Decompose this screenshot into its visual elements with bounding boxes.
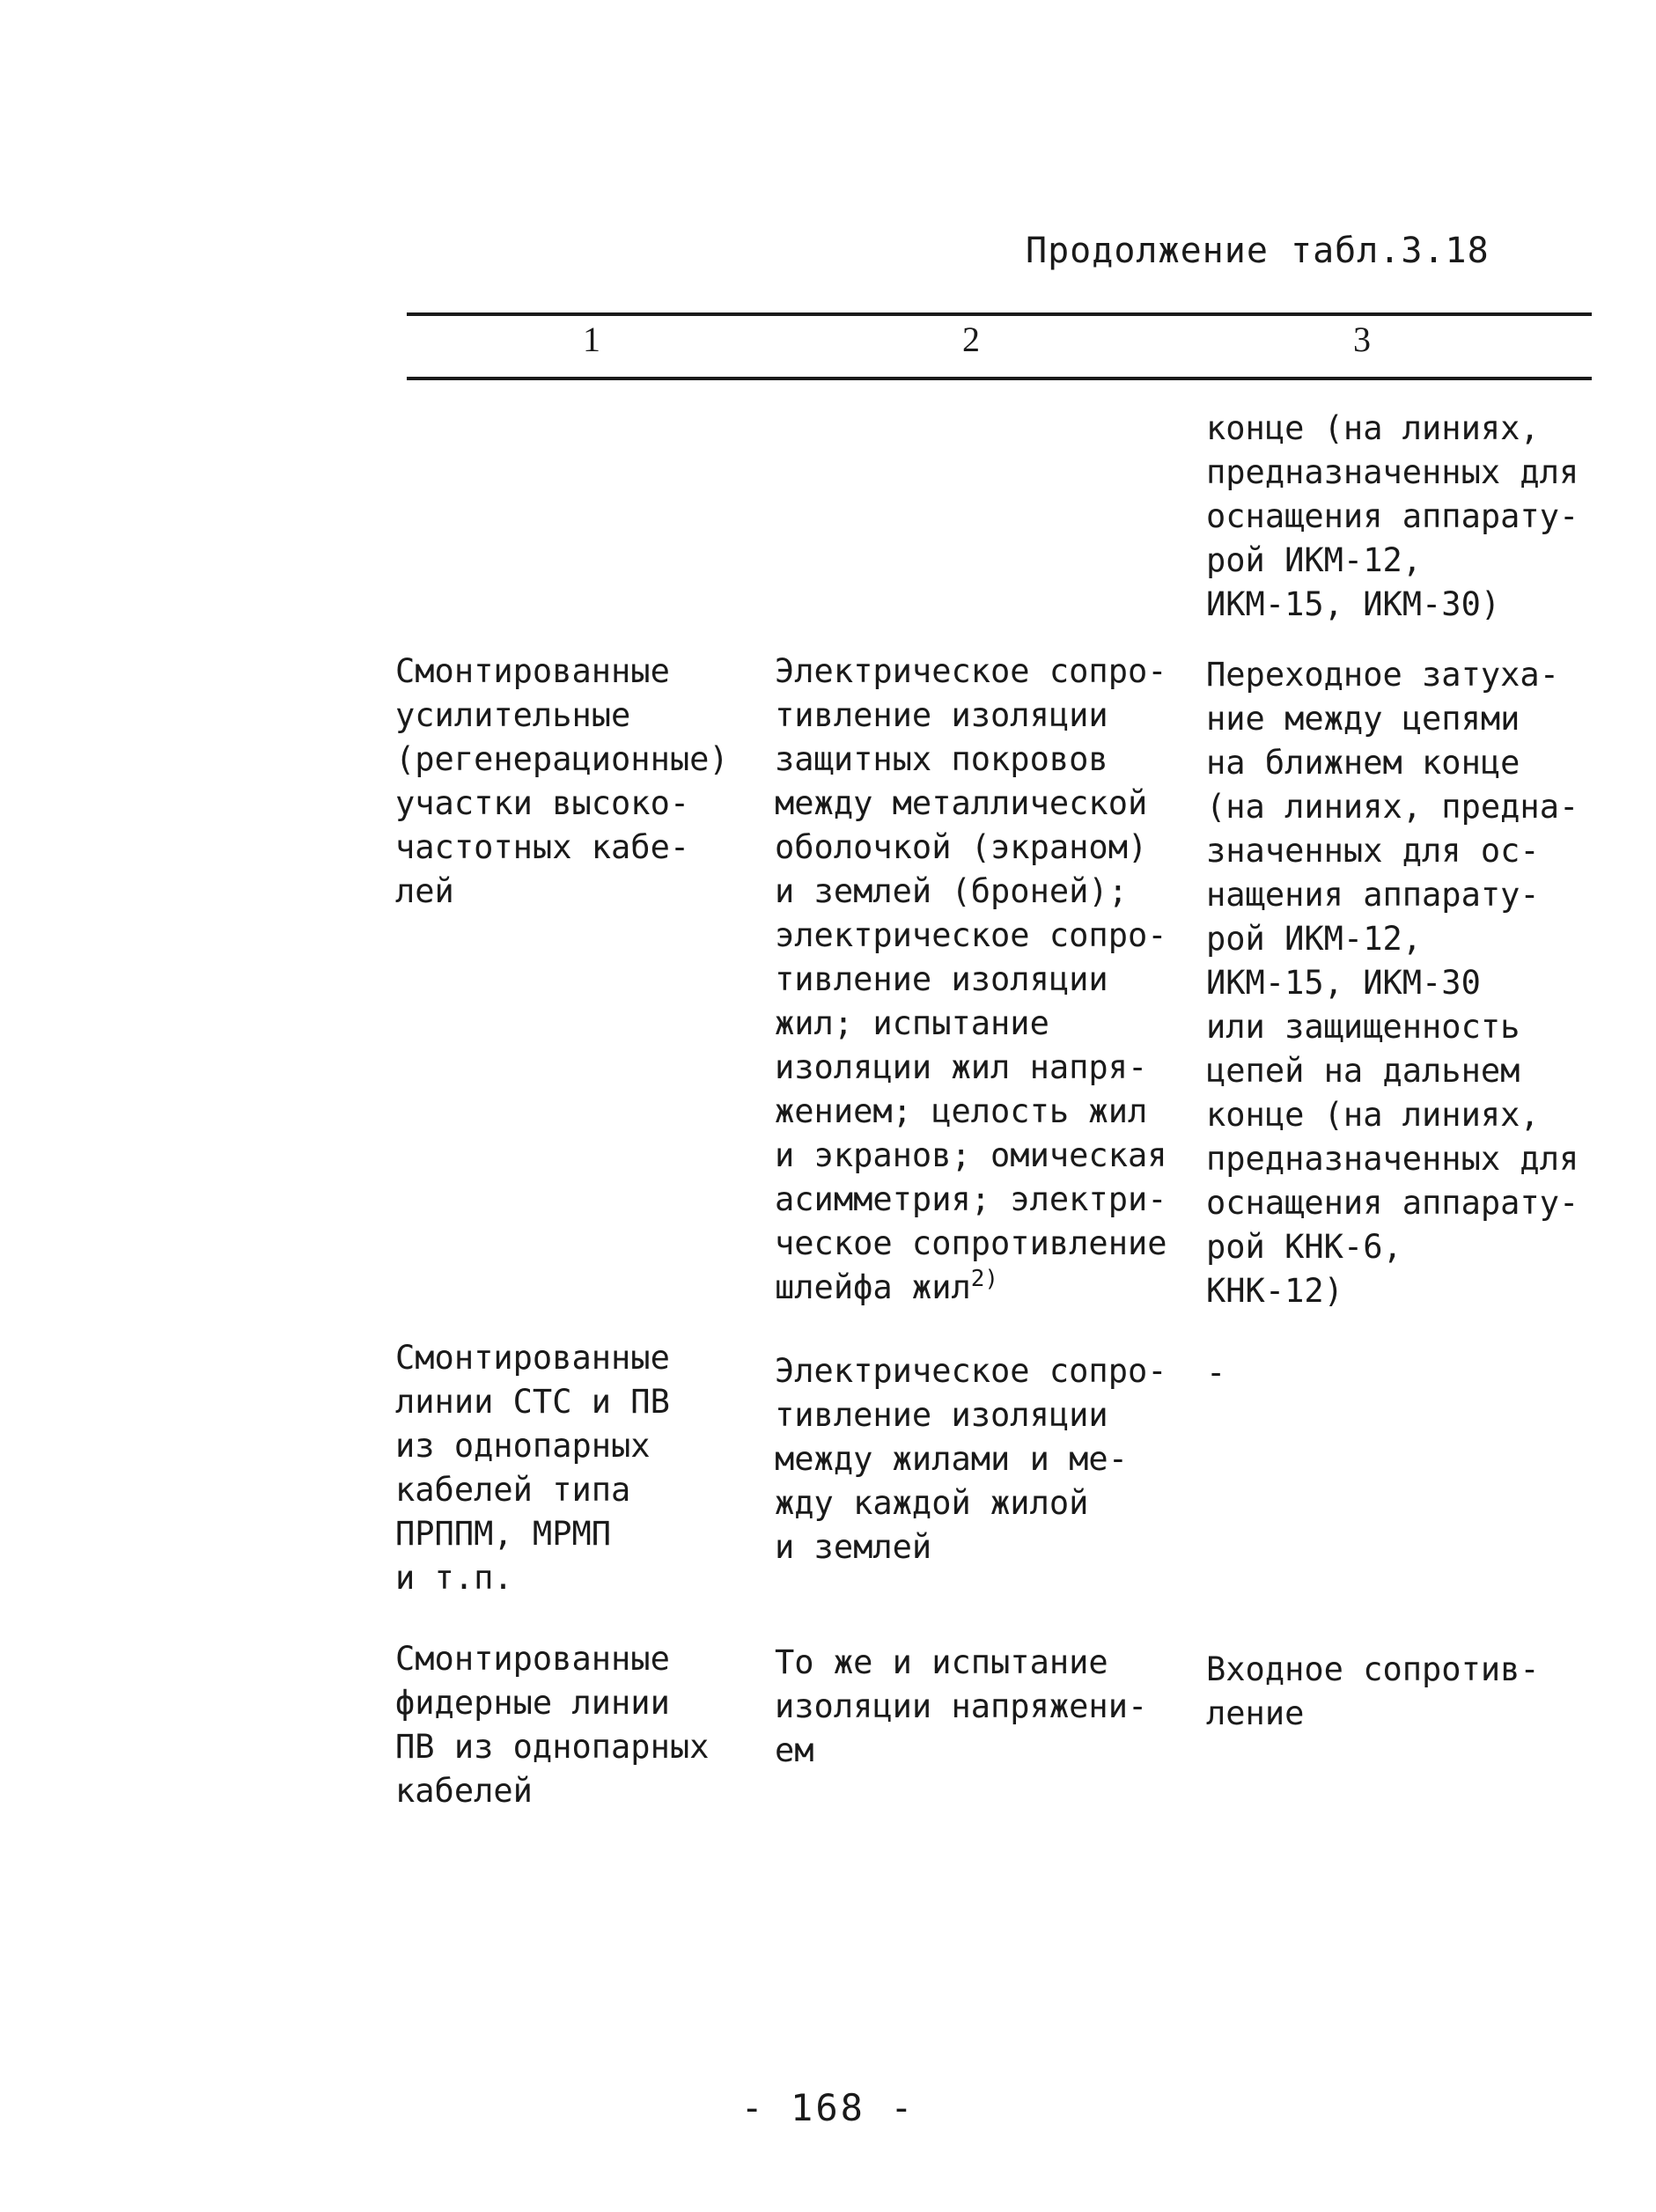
cell-text-line: Входное сопротив- [1206, 1650, 1540, 1688]
table-cell [1206, 1648, 1540, 1736]
cell-text-line: линии СТС и ПВ [395, 1383, 670, 1421]
cell-text-line: оболочкой (экраном) [775, 828, 1148, 866]
cell-text-line: рой ИКМ-12, [1206, 541, 1423, 579]
cell-text-line: (регенерационные) [395, 740, 729, 778]
cell-text-line: ление [1206, 1694, 1305, 1732]
cell-text-line: электрическое сопро- [775, 916, 1167, 954]
cell-text-line: Смонтированные [395, 1640, 670, 1678]
cell-text-line: КНК-12) [1206, 1272, 1343, 1310]
cell-text-line: оснащения аппарату- [1206, 1184, 1579, 1222]
table-cell [395, 1637, 709, 1813]
cell-text-line: рой КНК-6, [1206, 1228, 1402, 1266]
cell-text-line: кабелей типа [395, 1471, 631, 1509]
page-number: - 168 - [740, 2086, 916, 2129]
cell-text-line: жением; целость жил [775, 1092, 1148, 1130]
table-cell [395, 650, 729, 914]
cell-text-line: изоляции жил напря- [775, 1048, 1148, 1086]
table-cell [1206, 653, 1579, 1313]
cell-text-line: тивление изоляции [775, 960, 1108, 998]
cell-text-line: (на линиях, предна- [1206, 788, 1579, 826]
table-cell [1206, 407, 1579, 627]
cell-text-line: изоляции напряжени- [775, 1687, 1148, 1725]
cell-text-line: жил; испытание [775, 1004, 1049, 1042]
cell-text-line: защитных покровов [775, 740, 1108, 778]
cell-text-line: между металлической [775, 784, 1148, 822]
cell-text-line: ем [775, 1731, 814, 1769]
cell-text-line: оснащения аппарату- [1206, 497, 1579, 535]
column-header-1: 1 [583, 320, 600, 359]
cell-text-line: участки высоко- [395, 784, 690, 822]
table-cell [395, 1336, 670, 1600]
cell-text-line: тивление изоляции [775, 696, 1108, 734]
cell-text-line: на ближнем конце [1206, 744, 1520, 782]
table-cell [775, 650, 1167, 1313]
cell-text-line: ПВ из однопарных [395, 1728, 710, 1766]
cell-text-line: и землей [775, 1528, 932, 1566]
table-cell [1206, 1351, 1225, 1395]
table-top-rule [407, 312, 1592, 316]
cell-text-line: рой ИКМ-12, [1206, 920, 1423, 958]
cell-text-line: конце (на линиях, [1206, 409, 1540, 447]
cell-text-line: Смонтированные [395, 1339, 670, 1377]
cell-text-line: предназначенных для [1206, 1140, 1579, 1178]
cell-text-line: ПРППМ, МРМП [395, 1515, 612, 1553]
cell-text-line: или защищенность [1206, 1008, 1520, 1046]
cell-text-line: из однопарных [395, 1427, 651, 1465]
cell-text-line: цепей на дальнем [1206, 1052, 1520, 1090]
cell-text-line: ние между цепями [1206, 700, 1520, 738]
footnote-marker: 2) [970, 1266, 999, 1292]
cell-text-line: и землей (броней); [775, 872, 1128, 910]
cell-text-line: ИКМ-15, ИКМ-30) [1206, 585, 1501, 623]
table-header-rule [407, 377, 1592, 380]
cell-text-line: ИКМ-15, ИКМ-30 [1206, 964, 1481, 1002]
table-cell [775, 1641, 1147, 1773]
cell-text-line: значенных для ос- [1206, 832, 1540, 870]
cell-text-line: шлейфа жил$^{2)}$ [775, 1266, 999, 1306]
cell-text-line: жду каждой жилой [775, 1484, 1089, 1522]
cell-text-line: То же и испытание [775, 1643, 1108, 1681]
cell-text-line: Переходное затуха- [1206, 656, 1559, 694]
cell-text-line: между жилами и ме- [775, 1440, 1128, 1478]
column-header-3: 3 [1353, 320, 1371, 359]
cell-text-line: усилительные [395, 696, 631, 734]
cell-text-line: предназначенных для [1206, 453, 1579, 491]
table-cell [775, 1349, 1167, 1569]
cell-text-line: Смонтированные [395, 652, 670, 690]
cell-text-line: частотных кабе- [395, 828, 690, 866]
cell-text-line: Электрическое сопро- [775, 1352, 1167, 1390]
table-caption: Продолжение табл.3.18 [1026, 231, 1490, 271]
cell-text-line: асимметрия; электри- [775, 1180, 1167, 1218]
cell-text-line: и экранов; омическая [775, 1136, 1167, 1174]
cell-text-line: нащения аппарату- [1206, 876, 1540, 914]
cell-text-line: Электрическое сопро- [775, 652, 1167, 690]
cell-text-line: - [1206, 1354, 1226, 1392]
cell-text-line: кабелей [395, 1772, 533, 1810]
column-header-2: 2 [962, 320, 980, 359]
cell-text-line: фидерные линии [395, 1684, 670, 1722]
cell-text-line: лей [395, 872, 454, 910]
cell-text-line: и т.п. [395, 1559, 513, 1597]
cell-text-line: конце (на линиях, [1206, 1096, 1540, 1134]
cell-text-line: ческое сопротивление [775, 1224, 1167, 1262]
cell-text-line: тивление изоляции [775, 1396, 1108, 1434]
